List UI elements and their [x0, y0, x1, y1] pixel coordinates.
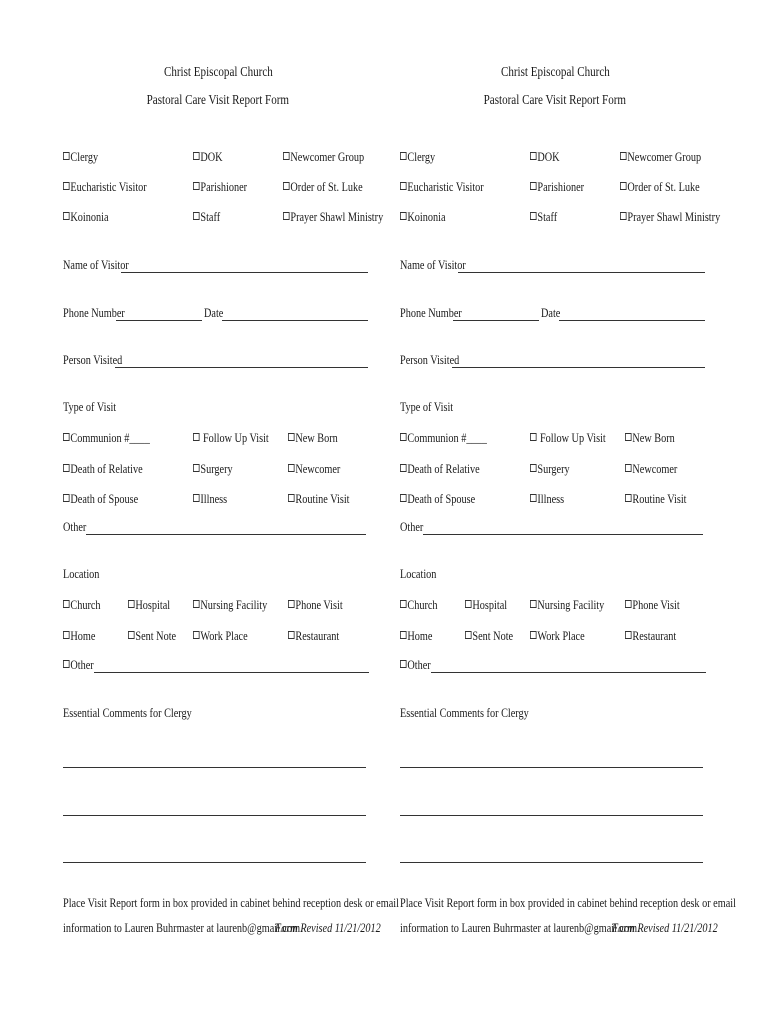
person-visited-field[interactable]	[115, 367, 368, 368]
checkbox-death-of-spouse[interactable]: Death of Spouse	[400, 492, 475, 506]
checkbox-dok[interactable]: DOK	[193, 150, 223, 164]
checkbox-home[interactable]: Home	[63, 629, 95, 643]
name-of-visitor-label: Name of Visitor	[400, 258, 466, 272]
footer-instructions: Place Visit Report form in box provided in cabinet behind reception desk or email	[400, 896, 736, 910]
name-of-visitor-label: Name of Visitor	[63, 258, 129, 272]
checkbox-church[interactable]: Church	[63, 598, 101, 612]
checkbox-dok[interactable]: DOK	[530, 150, 560, 164]
comment-line-3[interactable]	[400, 862, 703, 863]
person-visited-label: Person Visited	[400, 353, 460, 367]
checkbox-death-of-spouse[interactable]: Death of Spouse	[63, 492, 138, 506]
checkbox-staff[interactable]: Staff	[193, 210, 220, 224]
other-visit-field[interactable]	[423, 534, 703, 535]
name-of-visitor-field[interactable]	[458, 272, 705, 273]
checkbox-routine-visit[interactable]: Routine Visit	[288, 492, 350, 506]
checkbox-surgery[interactable]: Surgery	[193, 462, 233, 476]
checkbox-restaurant[interactable]: Restaurant	[288, 629, 339, 643]
checkbox-home[interactable]: Home	[400, 629, 432, 643]
phone-number-label: Phone Number	[63, 306, 125, 320]
other-visit-label: Other	[400, 520, 424, 534]
location-other-field[interactable]	[94, 672, 369, 673]
checkbox-nursing-facility[interactable]: Nursing Facility	[193, 598, 267, 612]
location-heading: Location	[400, 567, 437, 581]
checkbox-work-place[interactable]: Work Place	[530, 629, 585, 643]
phone-number-field[interactable]	[116, 320, 202, 321]
checkbox-surgery[interactable]: Surgery	[530, 462, 570, 476]
checkbox-routine-visit[interactable]: Routine Visit	[625, 492, 687, 506]
checkbox-sent-note[interactable]: Sent Note	[128, 629, 176, 643]
phone-number-label: Phone Number	[400, 306, 462, 320]
checkbox-follow-up-visit[interactable]: Follow Up Visit	[193, 431, 269, 445]
other-visit-field[interactable]	[86, 534, 366, 535]
comment-line-2[interactable]	[400, 815, 703, 816]
checkbox-phone-visit[interactable]: Phone Visit	[288, 598, 343, 612]
checkbox-restaurant[interactable]: Restaurant	[625, 629, 676, 643]
checkbox-koinonia[interactable]: Koinonia	[400, 210, 446, 224]
person-visited-field[interactable]	[452, 367, 705, 368]
date-label: Date	[541, 306, 561, 320]
report-form-left	[48, 0, 399, 1024]
location-heading: Location	[63, 567, 100, 581]
checkbox-communion[interactable]: Communion #____	[63, 431, 150, 445]
checkbox-eucharistic-visitor[interactable]: Eucharistic Visitor	[63, 180, 147, 194]
checkbox-newcomer[interactable]: Newcomer	[625, 462, 677, 476]
checkbox-illness[interactable]: Illness	[193, 492, 227, 506]
checkbox-newcomer-group[interactable]: Newcomer Group	[283, 150, 364, 164]
form-title: Pastoral Care Visit Report Form	[146, 92, 290, 107]
form-revised-date: Form Revised 11/21/2012	[612, 921, 718, 935]
report-form-right	[385, 0, 736, 1024]
checkbox-order-of-st-luke[interactable]: Order of St. Luke	[283, 180, 363, 194]
checkbox-prayer-shawl-ministry[interactable]: Prayer Shawl Ministry	[620, 210, 720, 224]
checkbox-illness[interactable]: Illness	[530, 492, 564, 506]
checkbox-clergy[interactable]: Clergy	[63, 150, 98, 164]
checkbox-parishioner[interactable]: Parishioner	[530, 180, 584, 194]
checkbox-follow-up-visit[interactable]: Follow Up Visit	[530, 431, 606, 445]
form-title: Pastoral Care Visit Report Form	[483, 92, 627, 107]
date-field[interactable]	[222, 320, 368, 321]
essential-comments-label: Essential Comments for Clergy	[63, 706, 192, 720]
checkbox-new-born[interactable]: New Born	[625, 431, 675, 445]
date-label: Date	[204, 306, 224, 320]
comment-line-3[interactable]	[63, 862, 366, 863]
checkbox-hospital[interactable]: Hospital	[128, 598, 170, 612]
checkbox-church[interactable]: Church	[400, 598, 438, 612]
checkbox-nursing-facility[interactable]: Nursing Facility	[530, 598, 604, 612]
checkbox-sent-note[interactable]: Sent Note	[465, 629, 513, 643]
date-field[interactable]	[559, 320, 705, 321]
checkbox-work-place[interactable]: Work Place	[193, 629, 248, 643]
checkbox-newcomer[interactable]: Newcomer	[288, 462, 340, 476]
comment-line-1[interactable]	[63, 767, 366, 768]
location-other-field[interactable]	[431, 672, 706, 673]
checkbox-newcomer-group[interactable]: Newcomer Group	[620, 150, 701, 164]
checkbox-death-of-relative[interactable]: Death of Relative	[400, 462, 480, 476]
type-of-visit-heading: Type of Visit	[400, 400, 454, 414]
checkbox-death-of-relative[interactable]: Death of Relative	[63, 462, 143, 476]
checkbox-koinonia[interactable]: Koinonia	[63, 210, 109, 224]
type-of-visit-heading: Type of Visit	[63, 400, 117, 414]
checkbox-eucharistic-visitor[interactable]: Eucharistic Visitor	[400, 180, 484, 194]
footer-contact: information to Lauren Buhrmaster at laurenb@gmail.com.	[63, 921, 303, 935]
checkbox-order-of-st-luke[interactable]: Order of St. Luke	[620, 180, 700, 194]
church-name: Christ Episcopal Church	[163, 64, 273, 79]
checkbox-hospital[interactable]: Hospital	[465, 598, 507, 612]
form-revised-date: Form Revised 11/21/2012	[275, 921, 381, 935]
checkbox-phone-visit[interactable]: Phone Visit	[625, 598, 680, 612]
church-name: Christ Episcopal Church	[500, 64, 610, 79]
checkbox-location-other[interactable]: Other	[63, 658, 94, 672]
comment-line-1[interactable]	[400, 767, 703, 768]
footer-instructions: Place Visit Report form in box provided in cabinet behind reception desk or email	[63, 896, 399, 910]
other-visit-label: Other	[63, 520, 87, 534]
checkbox-prayer-shawl-ministry[interactable]: Prayer Shawl Ministry	[283, 210, 383, 224]
phone-number-field[interactable]	[453, 320, 539, 321]
checkbox-new-born[interactable]: New Born	[288, 431, 338, 445]
checkbox-location-other[interactable]: Other	[400, 658, 431, 672]
name-of-visitor-field[interactable]	[121, 272, 368, 273]
footer-contact: information to Lauren Buhrmaster at laurenb@gmail.com.	[400, 921, 640, 935]
comment-line-2[interactable]	[63, 815, 366, 816]
checkbox-parishioner[interactable]: Parishioner	[193, 180, 247, 194]
checkbox-communion[interactable]: Communion #____	[400, 431, 487, 445]
person-visited-label: Person Visited	[63, 353, 123, 367]
checkbox-staff[interactable]: Staff	[530, 210, 557, 224]
checkbox-clergy[interactable]: Clergy	[400, 150, 435, 164]
essential-comments-label: Essential Comments for Clergy	[400, 706, 529, 720]
